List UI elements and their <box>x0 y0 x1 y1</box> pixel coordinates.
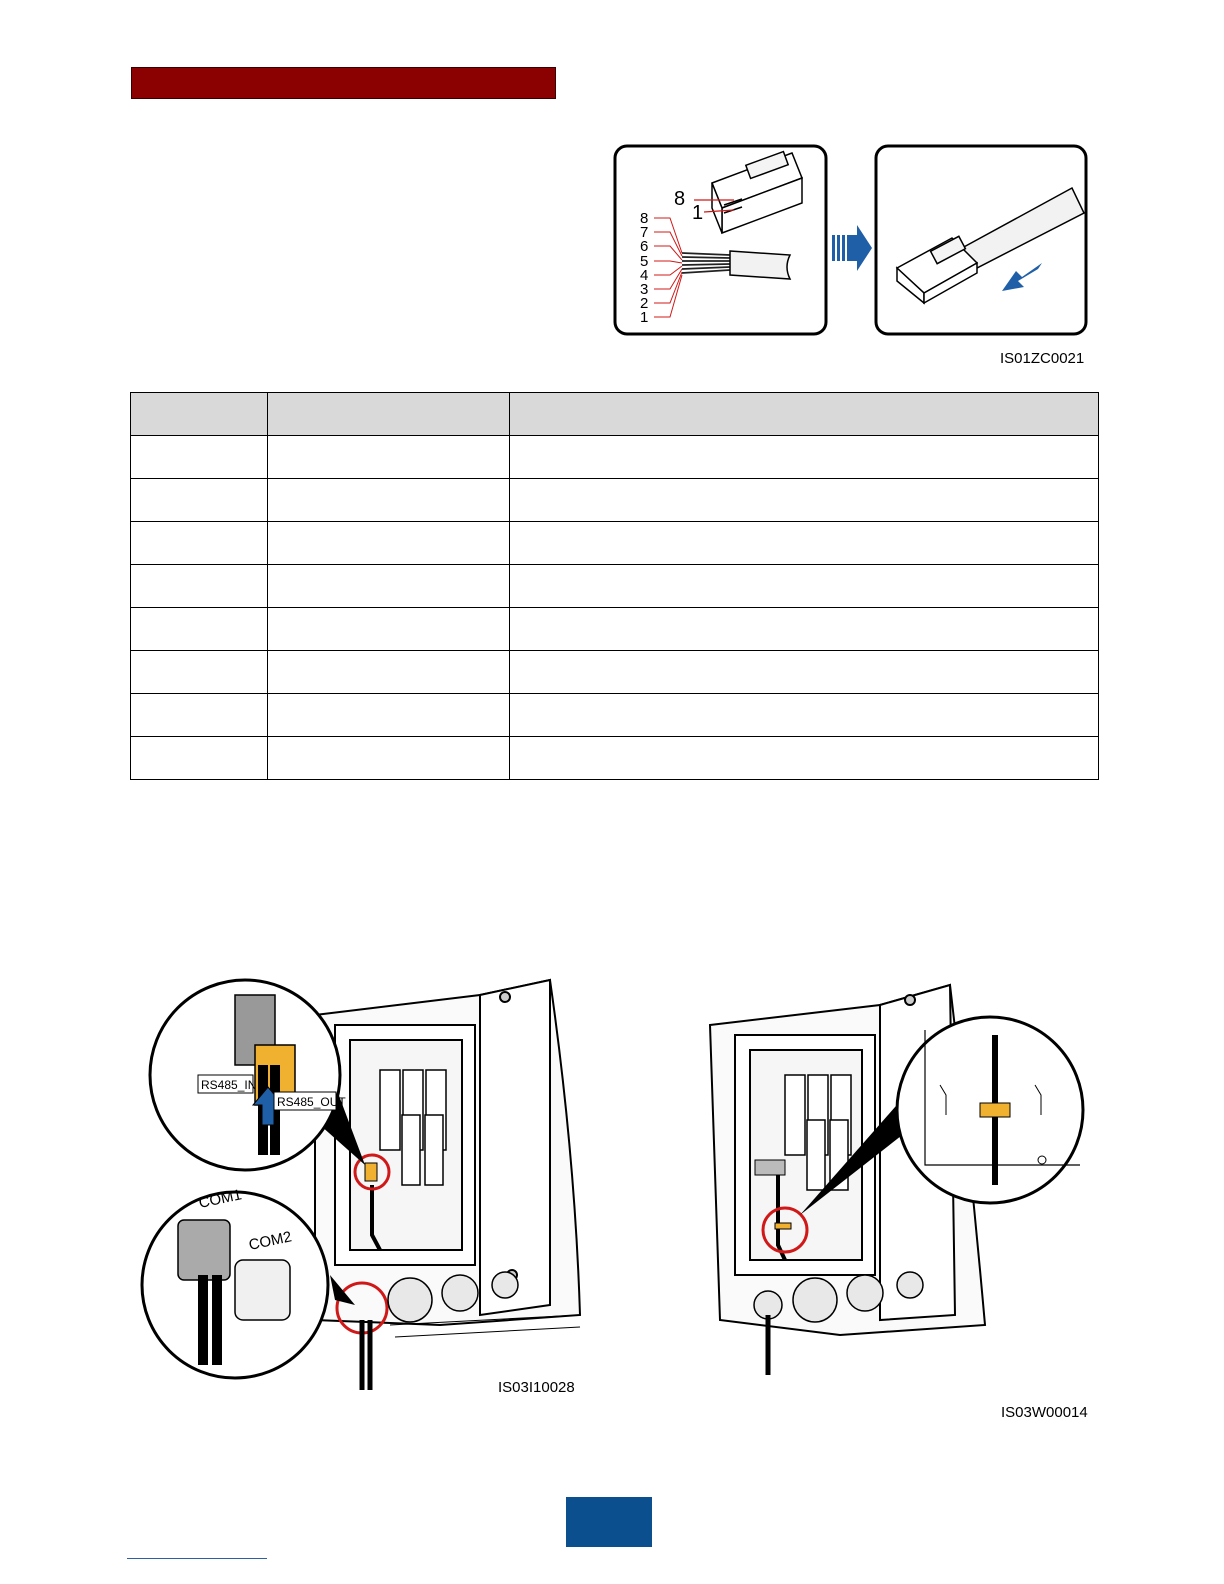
table-row <box>131 694 1099 737</box>
table-cell <box>268 565 510 608</box>
wire-pin-8: 8 <box>640 210 649 227</box>
wire-pin-6: 6 <box>640 238 649 255</box>
table-cell <box>510 522 1099 565</box>
table-cell <box>510 436 1099 479</box>
table-row <box>131 522 1099 565</box>
table-cell <box>510 479 1099 522</box>
table-cell <box>268 436 510 479</box>
table-cell <box>510 651 1099 694</box>
table-cell <box>268 651 510 694</box>
wire-pin-7: 7 <box>640 224 649 241</box>
rs485-out-label: RS485_OUT <box>277 1095 346 1109</box>
cable-tie-figure-code: IS03W00014 <box>1001 1404 1088 1421</box>
table-cell <box>131 737 268 780</box>
process-arrow-icon <box>832 225 872 271</box>
table-cell <box>268 522 510 565</box>
pin-definition-table <box>130 392 1099 780</box>
table-cell <box>510 737 1099 780</box>
table-cell <box>131 651 268 694</box>
table-cell <box>131 436 268 479</box>
rj45-figure-code: IS01ZC0021 <box>1000 350 1085 367</box>
rs485-wiring-figure <box>140 975 585 1400</box>
cable-tie-figure <box>700 975 1092 1380</box>
table-row <box>131 651 1099 694</box>
table-row <box>131 608 1099 651</box>
table-cell <box>131 565 268 608</box>
section-title-bar <box>131 67 556 99</box>
table-header-cell <box>510 393 1099 436</box>
table-cell <box>268 608 510 651</box>
com1-label: COM1 <box>197 1186 244 1212</box>
table-cell <box>268 737 510 780</box>
table-cell <box>131 522 268 565</box>
wire-pin-5: 5 <box>640 253 649 270</box>
connector-pin-1: 1 <box>692 202 704 224</box>
table-cell <box>268 479 510 522</box>
wire-pin-1: 1 <box>640 309 649 326</box>
wire-pin-3: 3 <box>640 281 649 298</box>
table-cell <box>510 565 1099 608</box>
page-number-badge <box>566 1497 652 1547</box>
connector-pin-8: 8 <box>674 188 686 210</box>
wire-pin-2: 2 <box>640 295 649 312</box>
table-row <box>131 436 1099 479</box>
footer-rule <box>127 1558 267 1559</box>
table-cell <box>510 694 1099 737</box>
table-cell <box>268 694 510 737</box>
table-row <box>131 737 1099 780</box>
table-row <box>131 565 1099 608</box>
rj45-crimping-figure <box>612 143 1092 343</box>
table-cell <box>131 694 268 737</box>
table-header-cell <box>268 393 510 436</box>
table-header-row <box>131 393 1099 436</box>
table-header-cell <box>131 393 268 436</box>
rs485-in-label: RS485_IN <box>201 1078 257 1092</box>
table-cell <box>131 608 268 651</box>
cable-tie-zoom-callout <box>897 1017 1083 1203</box>
rs485-figure-code: IS03I10028 <box>498 1379 575 1396</box>
com2-label: COM2 <box>247 1228 294 1254</box>
table-cell <box>510 608 1099 651</box>
com-port-zoom-callout <box>142 1186 328 1378</box>
table-row <box>131 479 1099 522</box>
wire-pin-4: 4 <box>640 267 649 284</box>
table-cell <box>131 479 268 522</box>
